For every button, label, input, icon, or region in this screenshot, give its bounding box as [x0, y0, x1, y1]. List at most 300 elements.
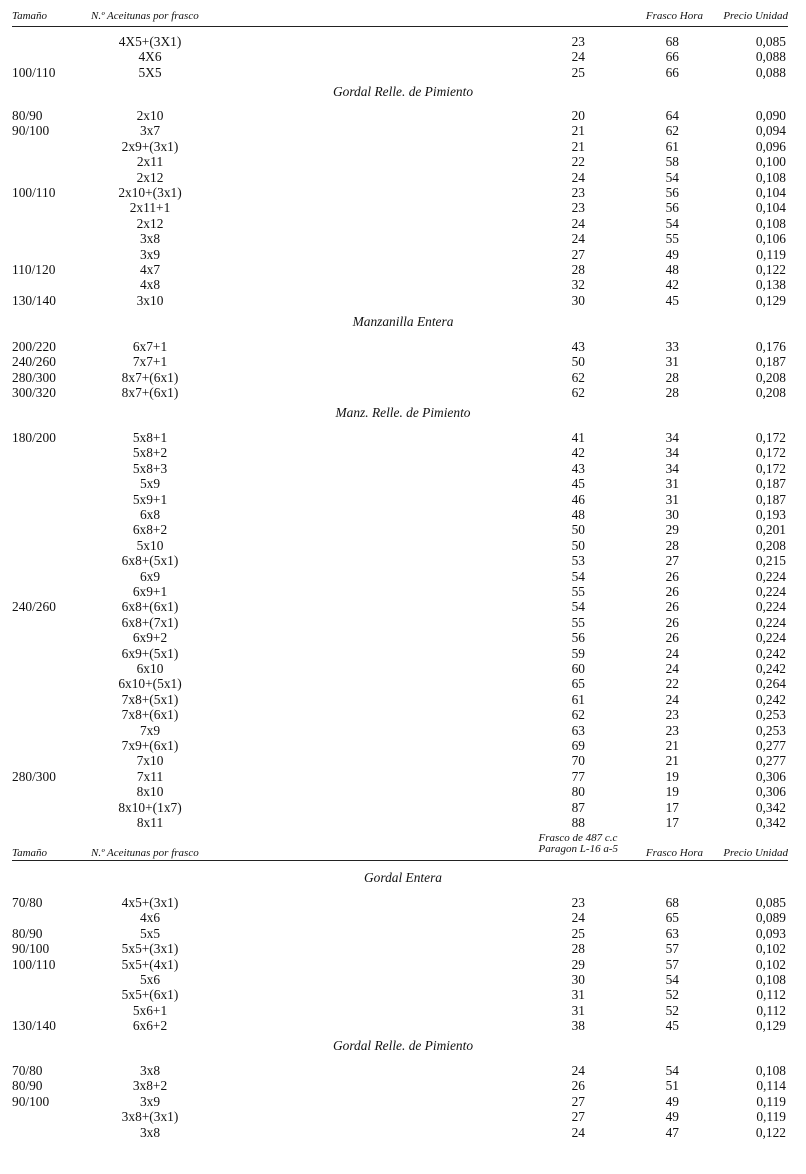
- table-row: [0, 646, 806, 661]
- row-frasco: 25: [571, 925, 585, 941]
- row-frasco: 24: [571, 910, 585, 926]
- row-frasco-hora: 26: [665, 584, 679, 599]
- table-row: [0, 216, 806, 231]
- row-frasco-hora: 45: [665, 292, 679, 308]
- row-size: 300/320: [12, 385, 56, 401]
- row-precio-unidad: 0,215: [755, 553, 786, 569]
- table-row: [0, 170, 806, 185]
- row-precio-unidad: 0,306: [755, 784, 786, 800]
- table-row: [0, 738, 806, 753]
- table-row: [0, 753, 806, 768]
- row-size: 110/120: [12, 262, 56, 277]
- table-row: [0, 815, 806, 830]
- row-size: 80/90: [12, 108, 43, 123]
- row-size: 80/90: [12, 925, 43, 941]
- section-title: Manz. Relle. de Pimiento: [335, 405, 471, 420]
- header-frasco-hora: Frasco Hora: [645, 10, 703, 22]
- row-frasco: 45: [571, 476, 585, 492]
- row-frasco-hora: 54: [665, 1063, 679, 1078]
- row-count: 2x12: [136, 169, 164, 185]
- row-count: 5x8+3: [132, 460, 168, 476]
- row-precio-unidad: 0,172: [755, 445, 786, 461]
- row-precio-unidad: 0,253: [755, 722, 786, 738]
- row-frasco-hora: 62: [665, 123, 679, 139]
- row-precio-unidad: 0,122: [755, 262, 786, 277]
- row-frasco: 24: [571, 49, 585, 65]
- row-frasco-hora: 45: [665, 1018, 679, 1034]
- row-size: 240/260: [12, 354, 56, 370]
- row-count: 3x7: [139, 123, 161, 139]
- row-count: 6x9+(5x1): [121, 645, 179, 661]
- table-row: [0, 34, 806, 49]
- table-row: [0, 987, 806, 1002]
- row-size: 280/300: [12, 768, 56, 784]
- row-precio-unidad: 0,108: [755, 972, 786, 987]
- row-precio-unidad: 0,119: [756, 1109, 786, 1125]
- row-count: 3x10: [136, 292, 164, 308]
- row-frasco-hora: 26: [665, 614, 679, 630]
- row-count: 3x9: [139, 1093, 161, 1109]
- row-frasco: 48: [571, 507, 585, 522]
- row-size: 70/80: [12, 1063, 43, 1078]
- row-frasco-hora: 24: [665, 691, 679, 707]
- row-precio-unidad: 0,085: [755, 895, 786, 910]
- row-frasco: 43: [571, 460, 585, 476]
- table-row: [0, 615, 806, 630]
- row-precio-unidad: 0,112: [756, 987, 786, 1003]
- row-frasco-hora: 34: [665, 430, 679, 445]
- row-precio-unidad: 0,187: [755, 354, 786, 370]
- row-frasco: 42: [571, 445, 585, 461]
- row-frasco-hora: 24: [665, 661, 679, 676]
- row-count: 2x11: [136, 154, 164, 170]
- row-count: 8x10+(1x7): [118, 799, 182, 815]
- table-row: [0, 262, 806, 277]
- row-size: 130/140: [12, 1018, 56, 1034]
- row-precio-unidad: 0,093: [755, 925, 786, 941]
- row-frasco: 50: [571, 354, 585, 370]
- row-count: 6x7+1: [132, 339, 168, 354]
- row-precio-unidad: 0,114: [756, 1078, 786, 1094]
- row-precio-unidad: 0,119: [756, 1093, 786, 1109]
- row-frasco-hora: 54: [665, 972, 679, 987]
- table-row: [0, 339, 806, 354]
- table-row: [0, 185, 806, 200]
- row-frasco: 60: [571, 661, 585, 676]
- row-frasco-hora: 49: [665, 1109, 679, 1125]
- row-count: 6x10+(5x1): [118, 676, 182, 692]
- row-frasco-hora: 57: [665, 941, 679, 957]
- row-count: 6x10: [136, 661, 164, 676]
- row-count: 5x8+2: [132, 445, 168, 461]
- header-precio-unidad: Precio Unidad: [723, 10, 788, 22]
- table-row: [0, 293, 806, 308]
- table-row: [0, 972, 806, 987]
- row-count: 5x5+(4x1): [121, 956, 179, 972]
- row-frasco: 30: [571, 292, 585, 308]
- row-count: 4x6: [139, 910, 161, 926]
- row-precio-unidad: 0,224: [755, 630, 786, 646]
- row-count: 8x11: [136, 815, 164, 830]
- row-frasco-hora: 31: [665, 491, 679, 507]
- table-row: [0, 385, 806, 400]
- row-frasco: 50: [571, 522, 585, 538]
- row-count: 8x7+(6x1): [121, 385, 179, 401]
- row-size: 130/140: [12, 292, 56, 308]
- row-frasco-hora: 49: [665, 1093, 679, 1109]
- row-precio-unidad: 0,172: [755, 460, 786, 476]
- row-frasco-hora: 23: [665, 722, 679, 738]
- row-size: 80/90: [12, 1078, 43, 1094]
- table-row: [0, 476, 806, 491]
- row-frasco: 30: [571, 972, 585, 987]
- row-precio-unidad: 0,208: [755, 369, 786, 385]
- table-row: [0, 676, 806, 691]
- table-row: [0, 430, 806, 445]
- table-row: [0, 1109, 806, 1124]
- table-row: [0, 957, 806, 972]
- row-count: 2x9+(3x1): [121, 138, 179, 154]
- row-count: 7x9+(6x1): [121, 738, 179, 753]
- header-note-line1: Frasco de 487 c.c: [538, 832, 618, 844]
- row-frasco-hora: 61: [665, 138, 679, 154]
- row-frasco-hora: 34: [665, 445, 679, 461]
- row-count: 3x8+(3x1): [121, 1109, 179, 1125]
- row-frasco-hora: 24: [665, 645, 679, 661]
- row-frasco: 56: [571, 630, 585, 646]
- row-frasco-hora: 19: [665, 768, 679, 784]
- row-size: 100/110: [12, 956, 56, 972]
- row-frasco: 80: [571, 784, 585, 800]
- row-precio-unidad: 0,224: [755, 568, 786, 584]
- row-frasco-hora: 48: [665, 262, 679, 277]
- row-frasco: 27: [571, 1093, 585, 1109]
- row-frasco: 23: [571, 200, 585, 216]
- row-frasco-hora: 51: [665, 1078, 679, 1094]
- table-row: [0, 247, 806, 262]
- table-row: [0, 926, 806, 941]
- row-count: 5x9: [139, 476, 161, 492]
- table-row: [0, 1078, 806, 1093]
- row-frasco-hora: 57: [665, 956, 679, 972]
- row-precio-unidad: 0,104: [755, 200, 786, 216]
- section-title: Gordal Relle. de Pimiento: [332, 1038, 474, 1053]
- row-frasco: 70: [571, 753, 585, 769]
- table-row: [0, 49, 806, 64]
- row-count: 7x8+(6x1): [121, 707, 179, 723]
- row-count: 5x10: [136, 537, 164, 553]
- row-frasco: 32: [571, 277, 585, 293]
- row-precio-unidad: 0,108: [755, 215, 786, 231]
- table-row: [0, 1125, 806, 1140]
- row-frasco-hora: 30: [665, 507, 679, 522]
- row-count: 3x8: [139, 1124, 161, 1140]
- row-precio-unidad: 0,242: [755, 645, 786, 661]
- row-frasco: 23: [571, 34, 585, 49]
- row-frasco: 54: [571, 599, 585, 615]
- row-frasco: 27: [571, 246, 585, 262]
- table-row: [0, 139, 806, 154]
- row-frasco: 46: [571, 491, 585, 507]
- row-frasco: 77: [571, 768, 585, 784]
- row-size: 100/110: [12, 185, 56, 200]
- row-precio-unidad: 0,342: [755, 799, 786, 815]
- header-precio-unidad: Precio Unidad: [723, 847, 788, 859]
- row-precio-unidad: 0,102: [755, 956, 786, 972]
- table-row: [0, 65, 806, 80]
- table-row: [0, 108, 806, 123]
- table-row: [0, 507, 806, 522]
- row-frasco: 87: [571, 799, 585, 815]
- table-row: [0, 1003, 806, 1018]
- row-frasco: 28: [571, 941, 585, 957]
- row-frasco: 24: [571, 169, 585, 185]
- row-frasco-hora: 28: [665, 537, 679, 553]
- row-frasco-hora: 55: [665, 231, 679, 247]
- row-count: 7x9: [139, 722, 161, 738]
- row-frasco: 31: [571, 987, 585, 1003]
- row-precio-unidad: 0,277: [755, 753, 786, 769]
- row-precio-unidad: 0,129: [755, 1018, 786, 1034]
- header-note-line2: Paragon L-16 a-5: [538, 843, 618, 855]
- row-frasco: 25: [571, 64, 585, 80]
- row-size: 100/110: [12, 64, 56, 80]
- row-precio-unidad: 0,106: [755, 231, 786, 247]
- row-frasco-hora: 42: [665, 277, 679, 293]
- table-row: [0, 538, 806, 553]
- row-count: 4X5+(3X1): [118, 34, 182, 49]
- table-row: [0, 692, 806, 707]
- row-count: 7x11: [136, 768, 164, 784]
- table-row: [0, 723, 806, 738]
- row-frasco: 27: [571, 1109, 585, 1125]
- row-count: 6x9+1: [132, 584, 168, 599]
- row-count: 6x8+(6x1): [121, 599, 179, 615]
- row-count: 5x8+1: [132, 430, 168, 445]
- row-frasco-hora: 52: [665, 1002, 679, 1018]
- row-count: 7x8+(5x1): [121, 691, 179, 707]
- row-count: 5x6: [139, 972, 161, 987]
- row-frasco: 22: [571, 154, 585, 170]
- row-frasco: 24: [571, 1063, 585, 1078]
- row-frasco: 24: [571, 1124, 585, 1140]
- row-frasco: 54: [571, 568, 585, 584]
- header-rule-2: [12, 860, 788, 861]
- table-row: [0, 569, 806, 584]
- row-frasco: 23: [571, 185, 585, 200]
- row-size: 90/100: [12, 123, 50, 139]
- row-frasco-hora: 29: [665, 522, 679, 538]
- row-frasco-hora: 17: [665, 815, 679, 830]
- row-precio-unidad: 0,208: [755, 537, 786, 553]
- row-frasco: 59: [571, 645, 585, 661]
- section-title: Gordal Entera: [364, 870, 442, 885]
- row-count: 5x5+(6x1): [121, 987, 179, 1003]
- header-size: Tamaño: [12, 847, 48, 859]
- row-precio-unidad: 0,096: [755, 138, 786, 154]
- row-frasco-hora: 56: [665, 185, 679, 200]
- table-row: [0, 461, 806, 476]
- table-row: [0, 661, 806, 676]
- row-count: 4x7: [139, 262, 161, 277]
- row-count: 7x7+1: [132, 354, 168, 370]
- row-frasco: 55: [571, 584, 585, 599]
- table-row: [0, 910, 806, 925]
- row-frasco-hora: 21: [665, 738, 679, 753]
- row-precio-unidad: 0,104: [755, 185, 786, 200]
- header-count: N.º Aceitunas por frasco: [91, 10, 199, 22]
- row-precio-unidad: 0,264: [755, 676, 786, 692]
- row-frasco-hora: 64: [665, 108, 679, 123]
- row-frasco-hora: 27: [665, 553, 679, 569]
- row-count: 7x10: [136, 753, 164, 769]
- row-frasco-hora: 58: [665, 154, 679, 170]
- row-precio-unidad: 0,208: [755, 385, 786, 401]
- row-count: 6x8+(7x1): [121, 614, 179, 630]
- row-frasco: 21: [571, 138, 585, 154]
- row-count: 6x9: [139, 568, 161, 584]
- row-precio-unidad: 0,102: [755, 941, 786, 957]
- row-count: 6x6+2: [132, 1018, 168, 1034]
- row-frasco-hora: 26: [665, 599, 679, 615]
- row-precio-unidad: 0,138: [755, 277, 786, 293]
- row-precio-unidad: 0,172: [755, 430, 786, 445]
- row-frasco: 31: [571, 1002, 585, 1018]
- table-row: [0, 584, 806, 599]
- row-frasco-hora: 68: [665, 895, 679, 910]
- row-count: 5x9+1: [132, 491, 168, 507]
- table-row: [0, 599, 806, 614]
- row-frasco-hora: 66: [665, 64, 679, 80]
- row-size: 240/260: [12, 599, 56, 615]
- row-frasco-hora: 26: [665, 630, 679, 646]
- table-row: [0, 784, 806, 799]
- row-size: 180/200: [12, 430, 56, 445]
- row-frasco-hora: 54: [665, 169, 679, 185]
- row-frasco: 62: [571, 707, 585, 723]
- table-row: [0, 769, 806, 784]
- row-frasco: 55: [571, 614, 585, 630]
- row-frasco-hora: 54: [665, 215, 679, 231]
- row-count: 3x9: [139, 246, 161, 262]
- row-frasco-hora: 28: [665, 385, 679, 401]
- row-precio-unidad: 0,306: [755, 768, 786, 784]
- row-precio-unidad: 0,108: [755, 169, 786, 185]
- row-frasco: 41: [571, 430, 585, 445]
- row-precio-unidad: 0,176: [755, 339, 786, 354]
- row-precio-unidad: 0,108: [755, 1063, 786, 1078]
- row-frasco: 20: [571, 108, 585, 123]
- row-frasco: 62: [571, 369, 585, 385]
- row-frasco-hora: 31: [665, 354, 679, 370]
- table-row: [0, 800, 806, 815]
- row-frasco: 29: [571, 956, 585, 972]
- row-frasco: 43: [571, 339, 585, 354]
- row-frasco: 88: [571, 815, 585, 830]
- header-size: Tamaño: [12, 10, 48, 22]
- row-frasco-hora: 63: [665, 925, 679, 941]
- row-count: 5x5+(3x1): [121, 941, 179, 957]
- row-precio-unidad: 0,242: [755, 661, 786, 676]
- row-precio-unidad: 0,129: [755, 292, 786, 308]
- row-frasco: 62: [571, 385, 585, 401]
- row-count: 6x8+(5x1): [121, 553, 179, 569]
- section-title: Gordal Relle. de Pimiento: [332, 84, 474, 99]
- table-row: [0, 941, 806, 956]
- table-row: [0, 522, 806, 537]
- row-frasco-hora: 26: [665, 568, 679, 584]
- row-size: 90/100: [12, 1093, 50, 1109]
- row-frasco-hora: 22: [665, 676, 679, 692]
- row-count: 6x8: [139, 507, 161, 522]
- row-frasco: 26: [571, 1078, 585, 1094]
- row-count: 5x6+1: [132, 1002, 168, 1018]
- row-count: 3x8+2: [132, 1078, 168, 1094]
- table-row: [0, 370, 806, 385]
- row-count: 3x8: [139, 1063, 161, 1078]
- row-precio-unidad: 0,224: [755, 584, 786, 599]
- row-frasco: 63: [571, 722, 585, 738]
- row-frasco: 24: [571, 215, 585, 231]
- row-frasco: 50: [571, 537, 585, 553]
- row-precio-unidad: 0,119: [756, 246, 786, 262]
- row-count: 2x12: [136, 215, 164, 231]
- row-frasco-hora: 28: [665, 369, 679, 385]
- row-precio-unidad: 0,193: [755, 507, 786, 522]
- row-frasco-hora: 47: [665, 1124, 679, 1140]
- row-count: 8x7+(6x1): [121, 369, 179, 385]
- table-row: [0, 445, 806, 460]
- row-count: 5x5: [139, 925, 161, 941]
- row-frasco-hora: 19: [665, 784, 679, 800]
- row-size: 280/300: [12, 369, 56, 385]
- table-row: [0, 354, 806, 369]
- row-count: 4X6: [138, 49, 162, 65]
- header-count: N.º Aceitunas por frasco: [91, 847, 199, 859]
- row-precio-unidad: 0,088: [755, 64, 786, 80]
- row-precio-unidad: 0,242: [755, 691, 786, 707]
- row-count: 2x10+(3x1): [118, 185, 182, 200]
- row-frasco-hora: 21: [665, 753, 679, 769]
- table-row: [0, 1063, 806, 1078]
- header-frasco-hora: Frasco Hora: [645, 847, 703, 859]
- row-precio-unidad: 0,277: [755, 738, 786, 753]
- table-header: [0, 10, 806, 26]
- row-precio-unidad: 0,090: [755, 108, 786, 123]
- row-frasco-hora: 65: [665, 910, 679, 926]
- row-precio-unidad: 0,112: [756, 1002, 786, 1018]
- row-precio-unidad: 0,201: [755, 522, 786, 538]
- row-frasco-hora: 66: [665, 49, 679, 65]
- row-frasco: 69: [571, 738, 585, 753]
- row-precio-unidad: 0,094: [755, 123, 786, 139]
- row-frasco-hora: 34: [665, 460, 679, 476]
- row-count: 6x8+2: [132, 522, 168, 538]
- row-precio-unidad: 0,100: [755, 154, 786, 170]
- table-row: [0, 200, 806, 215]
- table-row: [0, 895, 806, 910]
- table-row: [0, 707, 806, 722]
- row-size: 200/220: [12, 339, 56, 354]
- row-precio-unidad: 0,342: [755, 815, 786, 830]
- row-precio-unidad: 0,122: [755, 1124, 786, 1140]
- row-count: 2x11+1: [129, 200, 171, 216]
- row-frasco-hora: 49: [665, 246, 679, 262]
- row-frasco-hora: 56: [665, 200, 679, 216]
- row-count: 6x9+2: [132, 630, 168, 646]
- header-rule: [12, 26, 788, 27]
- row-frasco: 53: [571, 553, 585, 569]
